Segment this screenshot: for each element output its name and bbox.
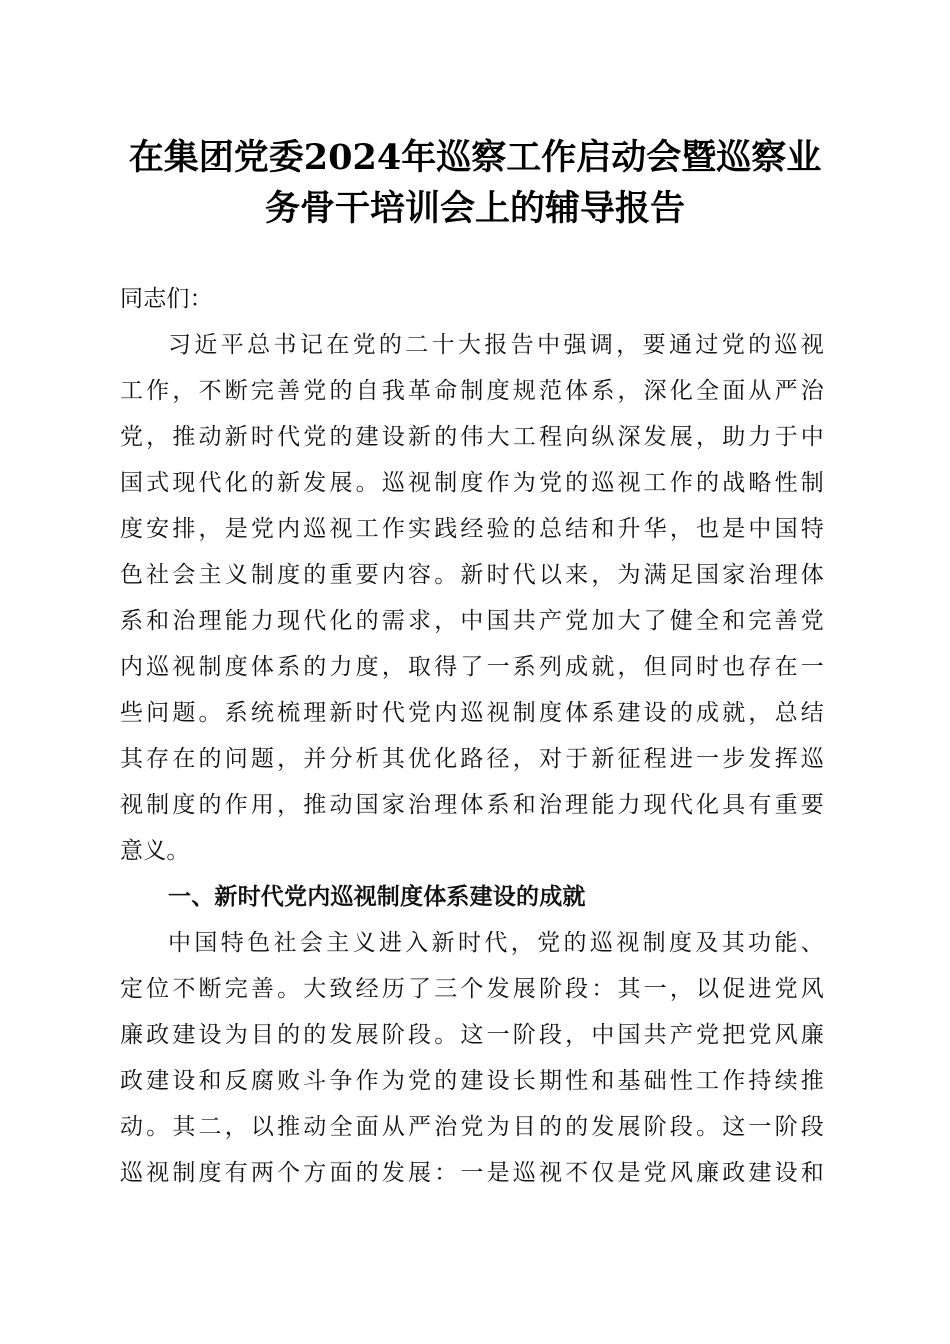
paragraph-line: 廉政建设为目的的发展阶段。这一阶段，中国共产党把党风廉	[120, 1022, 824, 1048]
paragraph-2	[120, 920, 824, 1196]
paragraph-line: 色社会主义制度的重要内容。新时代以来，为满足国家治理体	[120, 562, 824, 588]
title-line-1: 在集团党委2024年巡察工作启动会暨巡察业	[128, 137, 822, 178]
paragraph-line: 中国特色社会主义进入新时代，党的巡视制度及其功能、	[168, 930, 824, 956]
paragraph-line: 国式现代化的新发展。巡视制度作为党的巡视工作的战略性制	[120, 470, 824, 496]
paragraph-line: 其存在的问题，并分析其优化路径，对于新征程进一步发挥巡	[120, 746, 824, 772]
paragraph-line: 些问题。系统梳理新时代党内巡视制度体系建设的成就，总结	[120, 700, 824, 726]
paragraph-line: 工作，不断完善党的自我革命制度规范体系，深化全面从严治	[120, 378, 824, 404]
paragraph-line: 视制度的作用，推动国家治理体系和治理能力现代化具有重要	[120, 792, 824, 818]
document-title	[100, 132, 850, 234]
paragraph-line: 意义。	[120, 838, 190, 864]
title-line-2: 务骨干培训会上的辅导报告	[264, 188, 685, 229]
paragraph-line: 习近平总书记在党的二十大报告中强调，要通过党的巡视	[168, 332, 824, 358]
paragraph-line: 政建设和反腐败斗争作为党的建设长期性和基础性工作持续推	[120, 1068, 824, 1094]
paragraph-line: 内巡视制度体系的力度，取得了一系列成就，但同时也存在一	[120, 654, 824, 680]
paragraph-line: 系和治理能力现代化的需求，中国共产党加大了健全和完善党	[120, 608, 824, 634]
paragraph-line: 党，推动新时代党的建设新的伟大工程向纵深发展，助力于中	[120, 424, 824, 450]
greeting: 同志们：	[120, 286, 213, 312]
document-body	[120, 276, 824, 1196]
paragraph-line: 动。其二，以推动全面从严治党为目的的发展阶段。这一阶段	[120, 1114, 824, 1140]
paragraph-line: 度安排，是党内巡视工作实践经验的总结和升华，也是中国特	[120, 516, 824, 542]
paragraph-line: 定位不断完善。大致经历了三个发展阶段：其一，以促进党风	[120, 976, 824, 1002]
section-heading: 一、新时代党内巡视制度体系建设的成就	[168, 884, 586, 910]
paragraph-1	[120, 322, 824, 874]
paragraph-line: 巡视制度有两个方面的发展：一是巡视不仅是党风廉政建设和	[120, 1160, 824, 1186]
